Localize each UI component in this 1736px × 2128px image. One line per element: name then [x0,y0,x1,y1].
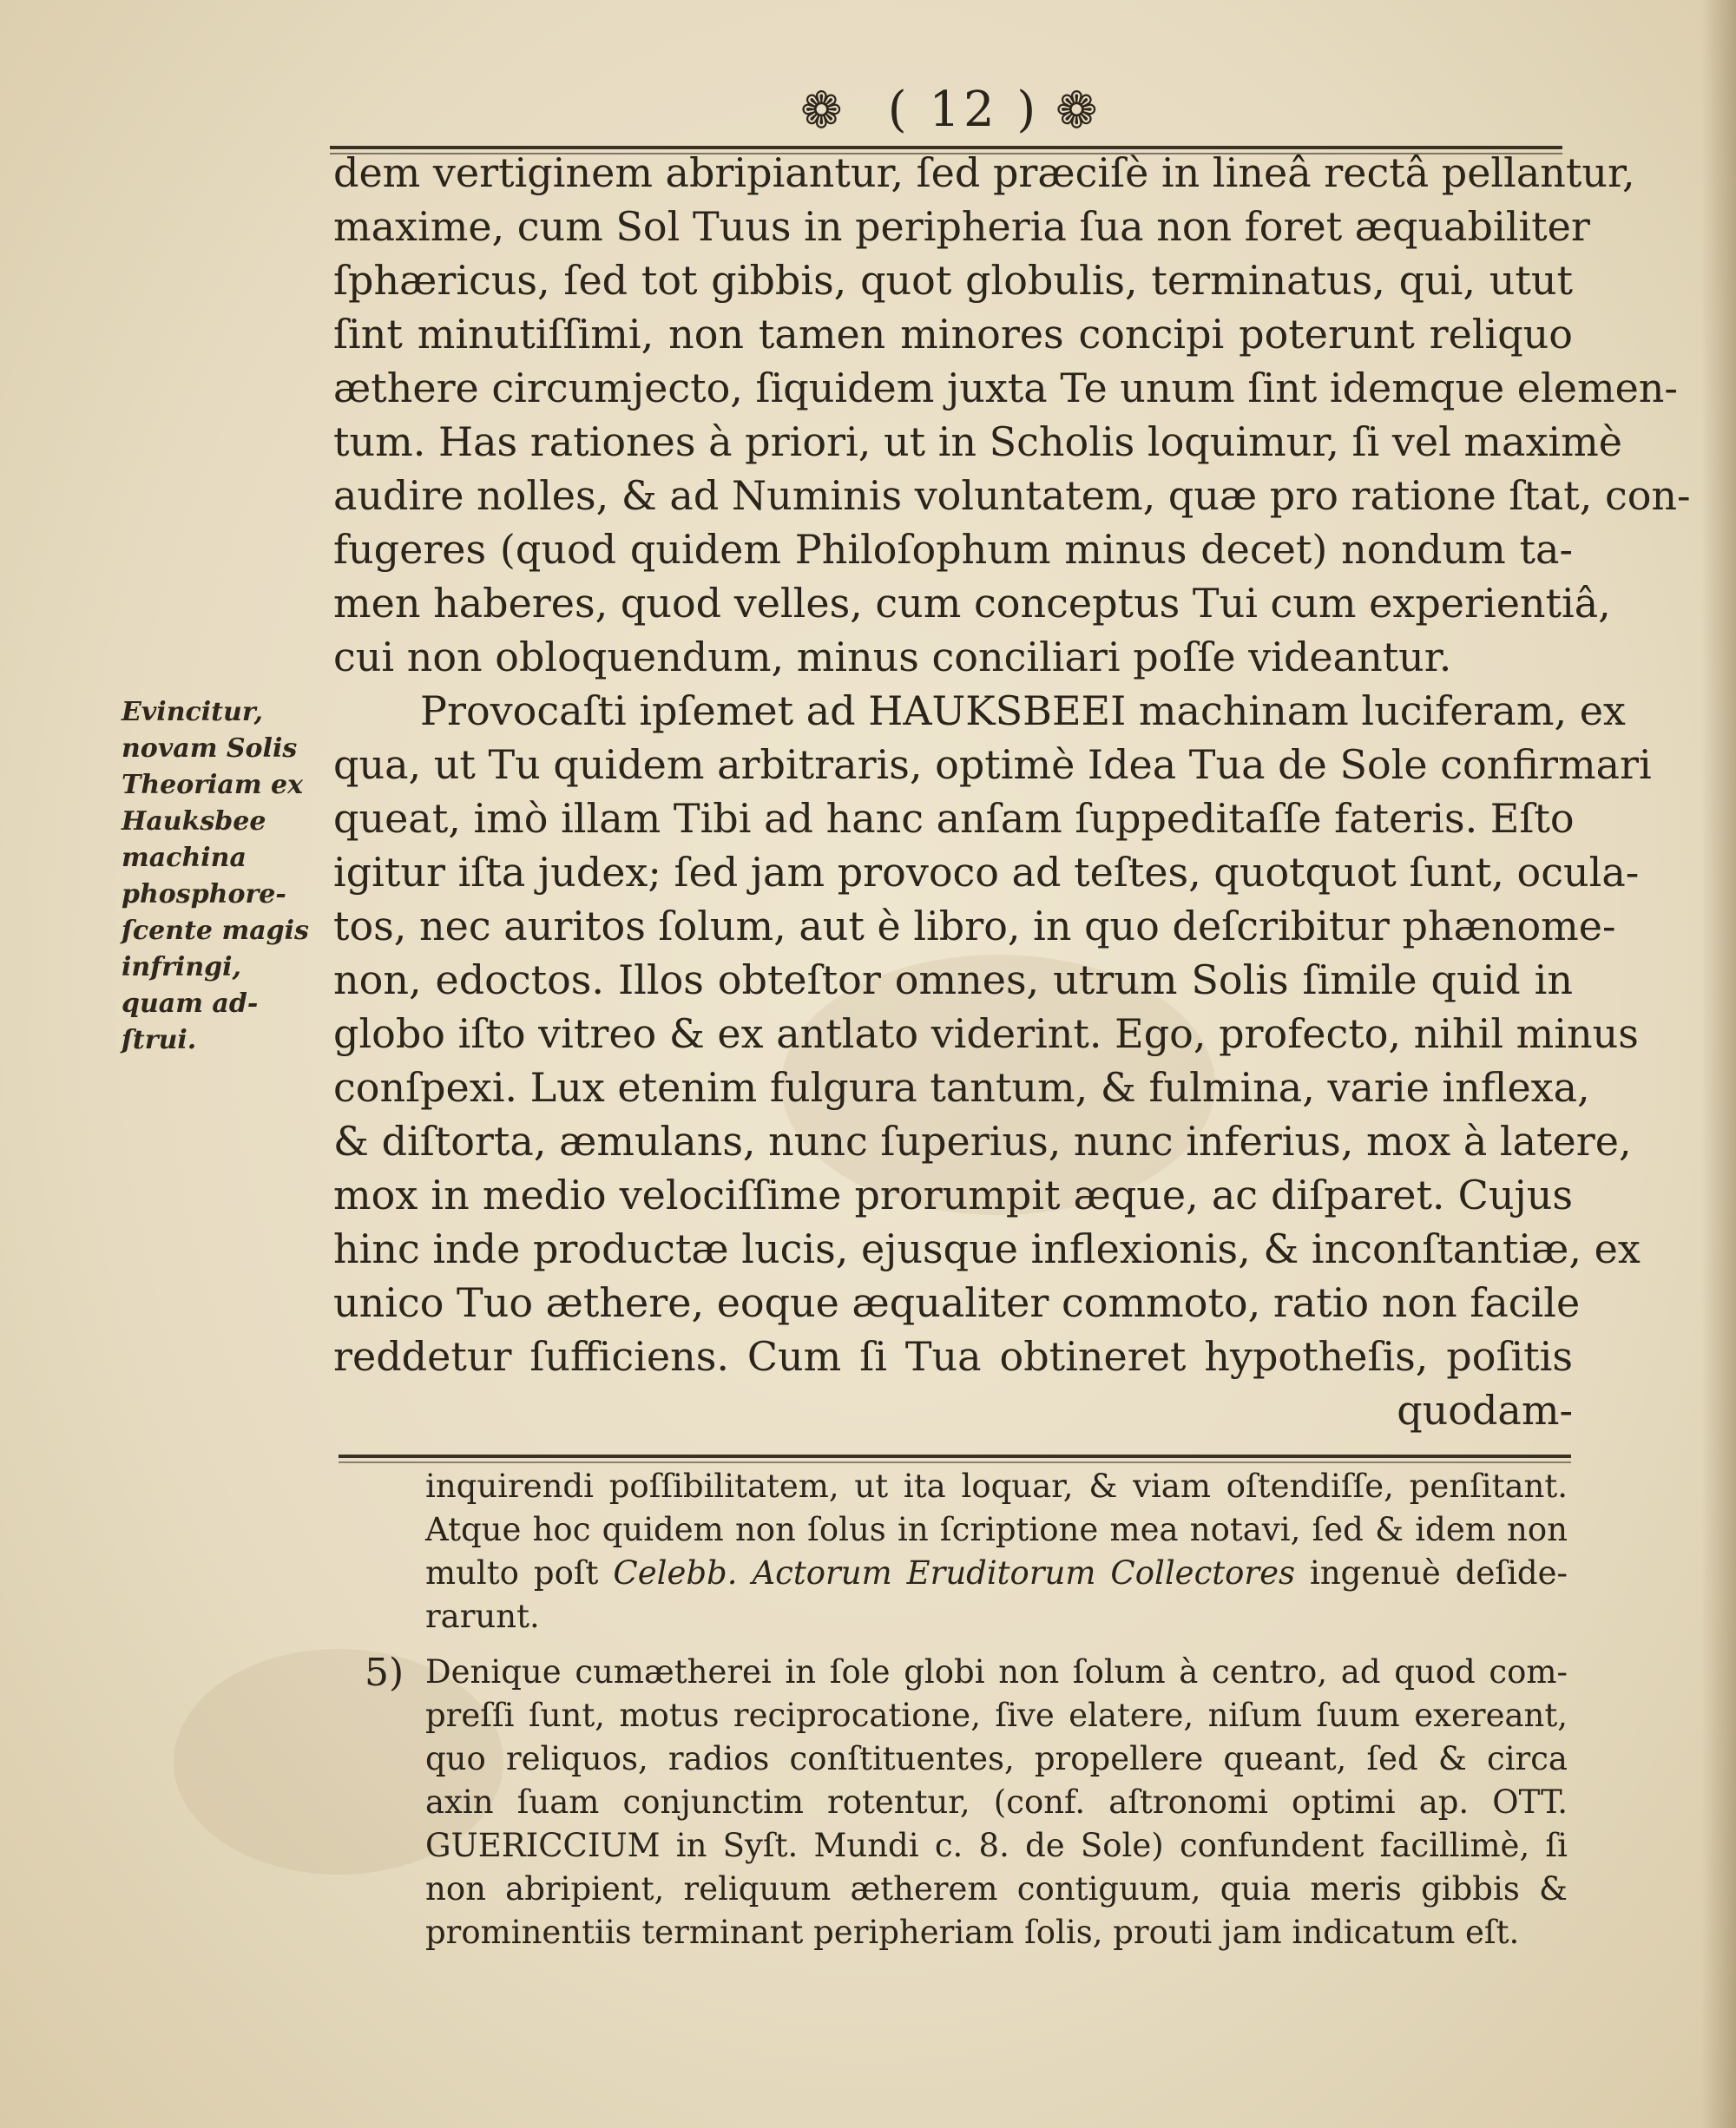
margin-line: novam Solis [122,733,298,764]
text-line: non, edoctos. Illos obteſtor omnes, utrum Solis ſimile quid in [333,956,1573,1003]
margin-line: Evincitur, [122,697,263,727]
catchword: quodam- [1397,1387,1573,1434]
footnote-rule [339,1455,1571,1458]
margin-line: phosphore- [122,879,286,910]
footnote-5 [365,1651,1568,1954]
main-text [333,146,1691,1437]
text-line: dem vertiginem abripiantur, ſed præciſè in lineâ rectâ pellantur, [333,149,1635,196]
text-line: globo iſto vitreo & ex antlato viderint. Ego, profecto, nihil minus [333,1010,1639,1057]
text-line: audire nolles, & ad Numinis voluntatem, quæ pro ratione ſtat, con- [333,472,1691,519]
margin-line: infringi, [122,952,241,982]
text-line: ſphæricus, ſed tot gibbis, quot globulis, terminatus, qui, utut [333,257,1573,304]
footnote-italic-citation: Celebb. Actorum Eruditorum Collectores [613,1554,1296,1592]
footnote-line: prominentiis terminant peripheriam ſolis, prouti jam indicatum eſt. [425,1914,1520,1951]
text-line: tos, nec auritos ſolum, aut è libro, in quo deſcribitur phænome- [333,903,1616,949]
footnote-line: Denique cumætherei in ſole globi non ſolum à centro, ad quod com- [425,1653,1568,1691]
text-line: fugeres (quod quidem Philoſophum minus decet) nondum ta- [333,526,1573,573]
page-number: ( 12 ) [887,82,1040,138]
footnote-text: ingenuè deſide- [1310,1554,1568,1592]
footnote-line: preſſi ſunt, motus reciprocatione, ſive elatere, niſum ſuum exereant, [425,1697,1568,1734]
footnote-line: GUERICCIUM in Syſt. Mundi c. 8. de Sole) confundent facillimè, ſi [425,1827,1568,1864]
text-line: reddetur ſufficiens. Cum ſi Tua obtineret hypotheſis, poſitis [333,1333,1573,1380]
margin-line: machina [122,843,247,873]
text-line: ſint minutiſſimi, non tamen minores concipi poterunt reliquo [333,311,1573,358]
text-line: igitur iſta judex; ſed jam provoco ad teſtes, quotquot ſunt, ocula- [333,849,1640,896]
text-line: cui non obloquendum, minus conciliari poſſe videantur. [333,634,1452,680]
text-line: queat, imò illam Tibi ad hanc anſam ſuppeditaſſe fateris. Eſto [333,795,1575,842]
footnote-line-mixed [425,1552,1568,1595]
footnotes [365,1465,1568,1954]
text-line: qua, ut Tu quidem arbitraris, optimè Idea Tua de Sole confirmari [333,741,1652,788]
flower-ornament-icon: ❁ [800,81,843,140]
text-line: hinc inde productæ lucis, ejusque inflexionis, & inconſtantiæ, ex [333,1225,1641,1272]
footnote-number: 5) [365,1651,404,1695]
margin-line: Theoriam ex [122,770,304,800]
margin-line: ſcente magis [122,916,309,946]
footnote-line: inquirendi poſſibilitatem, ut ita loquar, & viam oſtendiſſe, penſitant. [425,1468,1568,1505]
footnote-line: Atque hoc quidem non ſolus in ſcriptione mea notavi, ſed & idem non [425,1511,1568,1548]
text-line: mox in medio velociſſime prorumpit æque, ac diſparet. Cujus [333,1172,1573,1218]
footnote-text: multo poſt [425,1554,599,1592]
text-line: maxime, cum Sol Tuus in peripheria ſua non foret æquabiliter [333,203,1590,250]
margin-line: quam ad- [122,988,259,1019]
margin-line: ſtrui. [122,1025,197,1055]
paragraph-start-line: Provocaſti ipſemet ad HAUKSBEEI machinam luciferam, ex [420,687,1626,734]
footnote-continuation [425,1465,1568,1639]
margin-line: Hauksbee [122,806,266,837]
text-line: æthere circumjecto, ſiquidem juxta Te unum ſint idemque elemen- [333,365,1678,411]
footnote-line: non abripient, reliquum ætherem contiguum, quia meris gibbis & [425,1870,1568,1908]
marginal-note [122,694,339,1059]
footnote-line: quo reliquos, radios conſtituentes, propellere queant, ſed & circa [425,1740,1568,1777]
footnote-line: axin ſuam conjunctim rotentur, (conf. aſtronomi optimi ap. OTT. [425,1783,1568,1821]
text-line: tum. Has rationes à priori, ut in Scholis loquimur, ſi vel maximè [333,418,1622,465]
text-line: & diſtorta, æmulans, nunc ſuperius, nunc inferius, mox à latere, [333,1118,1632,1165]
footnote-line: rarunt. [425,1598,540,1635]
text-line: conſpexi. Lux etenim fulgura tantum, & fulmina, varie inflexa, [333,1064,1590,1111]
text-line: men haberes, quod velles, cum conceptus Tui cum experientiâ, [333,580,1611,627]
footnote-rule-thin [339,1461,1571,1463]
text-line: unico Tuo æthere, eoque æqualiter commoto, ratio non facile [333,1279,1581,1326]
flower-ornament-icon: ❁ [1055,81,1098,140]
